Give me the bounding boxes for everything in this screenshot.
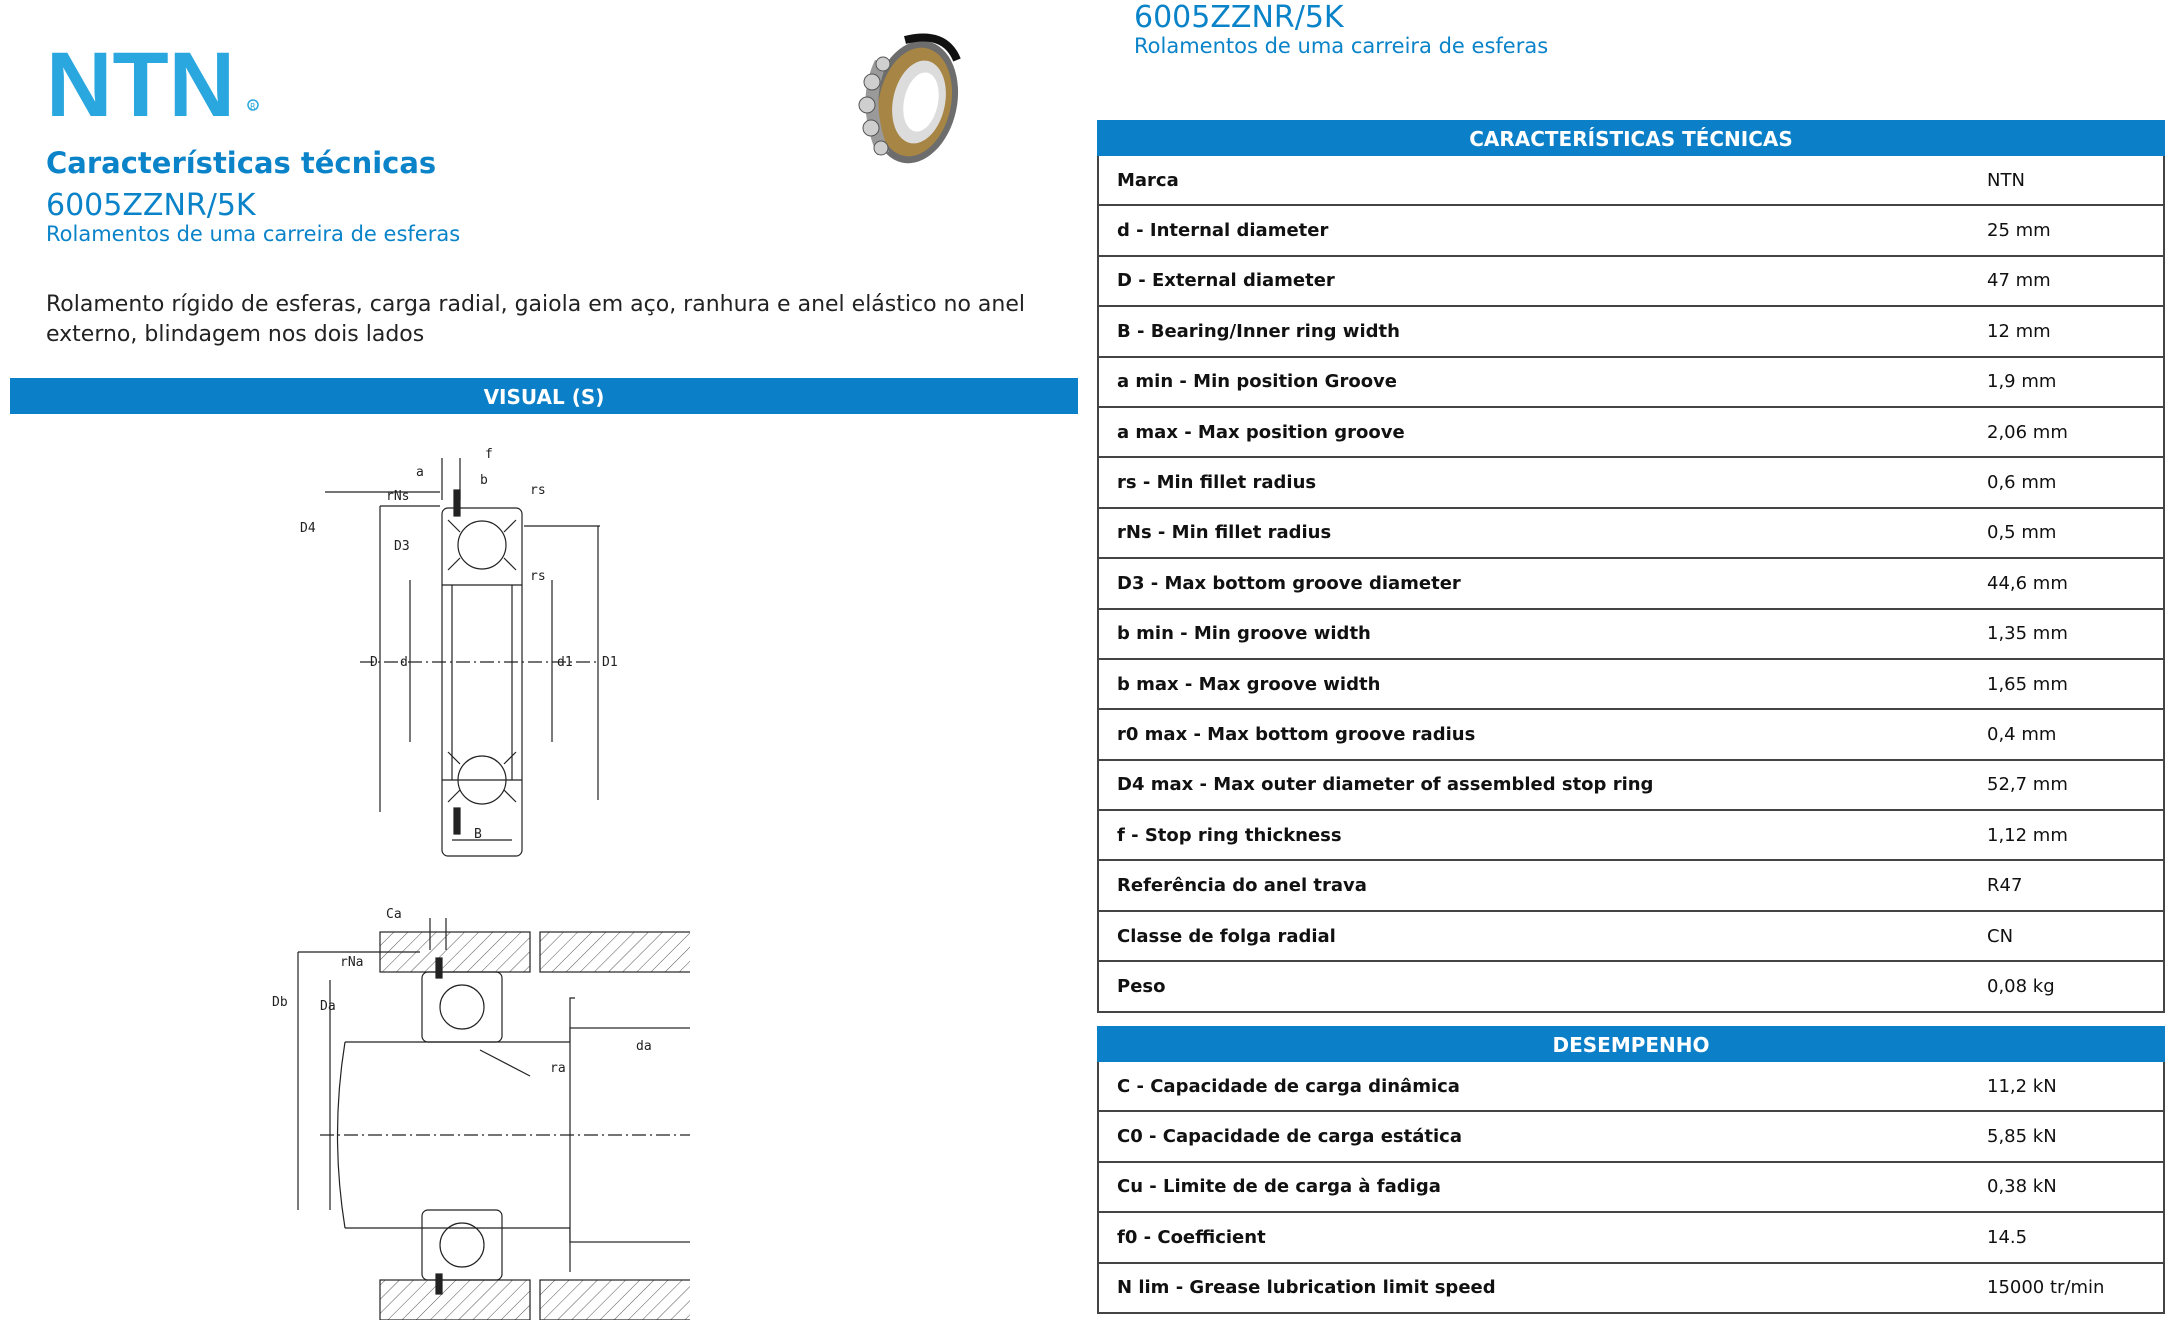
dim-label: D4 [300,521,316,536]
product-reference: 6005ZZNR/5K [46,188,256,223]
table-row [1099,610,2163,660]
row-label: Referência do anel trava [1117,875,1367,897]
table-row [1099,761,2163,811]
row-value: CN [1987,925,2014,947]
tech-table [1097,156,2165,1013]
logo-text: NTN [46,44,236,124]
dim-label: ra [550,1061,566,1076]
dim-label: rs [530,569,546,584]
table-row [1099,912,2163,962]
table-row [1099,1213,2163,1263]
dim-label: rNs [386,489,410,504]
row-label: D3 - Max bottom groove diameter [1117,572,1461,594]
table-row [1099,458,2163,508]
table-row [1099,962,2163,1012]
product-category-right: Rolamentos de uma carreira de esferas [1134,34,1549,58]
section-title: Características técnicas [46,146,437,180]
dim-label: d1 [557,655,573,670]
row-value: 2,06 mm [1987,421,2068,443]
row-value: 44,6 mm [1987,572,2068,594]
mounting-drawing [270,900,690,1324]
perf-header: DESEMPENHO [1097,1026,2165,1062]
svg-text:R: R [250,102,256,111]
table-row [1099,408,2163,458]
row-value: 1,65 mm [1987,673,2068,695]
row-value: 0,5 mm [1987,522,2057,544]
row-label: Cu - Limite de de carga à fadiga [1117,1176,1441,1198]
row-value: 5,85 kN [1987,1126,2057,1148]
bearing-section-drawing [280,440,680,864]
table-row [1099,710,2163,760]
dim-label: B [474,827,482,842]
table-row [1099,1062,2163,1112]
dim-label: Da [320,999,336,1014]
dim-label: D [370,655,378,670]
row-label: Marca [1117,169,1179,191]
row-value: 0,4 mm [1987,723,2057,745]
row-value: 1,35 mm [1987,623,2068,645]
row-label: b min - Min groove width [1117,623,1371,645]
row-label: B - Bearing/Inner ring width [1117,320,1400,342]
dim-label: a [416,465,424,480]
dim-label: Ca [386,907,402,922]
row-value: 12 mm [1987,320,2051,342]
row-value: 1,9 mm [1987,371,2057,393]
row-label: f - Stop ring thickness [1117,824,1342,846]
row-label: D - External diameter [1117,270,1335,292]
table-row [1099,509,2163,559]
row-value: 1,12 mm [1987,824,2068,846]
row-value: NTN [1987,169,2025,191]
visual-header: VISUAL (S) [10,378,1078,414]
dim-label: b [480,473,488,488]
row-value: 14.5 [1987,1226,2028,1248]
row-label: a min - Min position Groove [1117,371,1398,393]
row-label: C0 - Capacidade de carga estática [1117,1126,1462,1148]
dim-label: da [636,1039,652,1054]
row-value: 0,38 kN [1987,1176,2057,1198]
row-label: f0 - Coefficient [1117,1226,1266,1248]
dim-label: f [485,447,493,462]
row-label: N lim - Grease lubrication limit speed [1117,1277,1496,1299]
row-label: C - Capacidade de carga dinâmica [1117,1075,1460,1097]
row-value: 15000 tr/min [1987,1277,2105,1299]
table-row [1099,1163,2163,1213]
dim-label: D3 [394,539,410,554]
row-value: 0,08 kg [1987,975,2055,997]
tech-header: CARACTERÍSTICAS TÉCNICAS [1097,120,2165,156]
row-value: 11,2 kN [1987,1075,2057,1097]
product-description: Rolamento rígido de esferas, carga radial, gaiola em aço, ranhura e anel elástico no anel externo, blindagem nos dois lados [46,292,1025,347]
row-label: d - Internal diameter [1117,220,1329,242]
perf-table [1097,1062,2165,1314]
bearing-photo [845,20,975,180]
product-category: Rolamentos de uma carreira de esferas [46,222,461,246]
dim-label: D1 [602,655,618,670]
row-label: r0 max - Max bottom groove radius [1117,723,1476,745]
dim-label: rNa [340,955,364,970]
row-value: 47 mm [1987,270,2051,292]
table-row [1099,358,2163,408]
row-value: 25 mm [1987,220,2051,242]
row-label: b max - Max groove width [1117,673,1381,695]
table-row [1099,861,2163,911]
table-row [1099,1112,2163,1162]
row-label: a max - Max position groove [1117,421,1405,443]
table-row [1099,257,2163,307]
row-label: rNs - Min fillet radius [1117,522,1332,544]
row-label: Classe de folga radial [1117,925,1336,947]
ntn-logo [46,44,276,124]
dim-label: rs [530,483,546,498]
dim-label: Db [272,995,288,1010]
table-row [1099,811,2163,861]
table-row [1099,1264,2163,1314]
table-row [1099,660,2163,710]
table-row [1099,206,2163,256]
table-row [1099,307,2163,357]
row-value: R47 [1987,875,2023,897]
table-row [1099,156,2163,206]
row-value: 0,6 mm [1987,472,2057,494]
row-label: Peso [1117,975,1166,997]
row-label: rs - Min fillet radius [1117,472,1317,494]
row-label: D4 max - Max outer diameter of assembled stop ring [1117,774,1654,796]
table-row [1099,559,2163,609]
row-value: 52,7 mm [1987,774,2068,796]
product-reference-right: 6005ZZNR/5K [1134,0,1344,35]
dim-label: d [400,655,408,670]
